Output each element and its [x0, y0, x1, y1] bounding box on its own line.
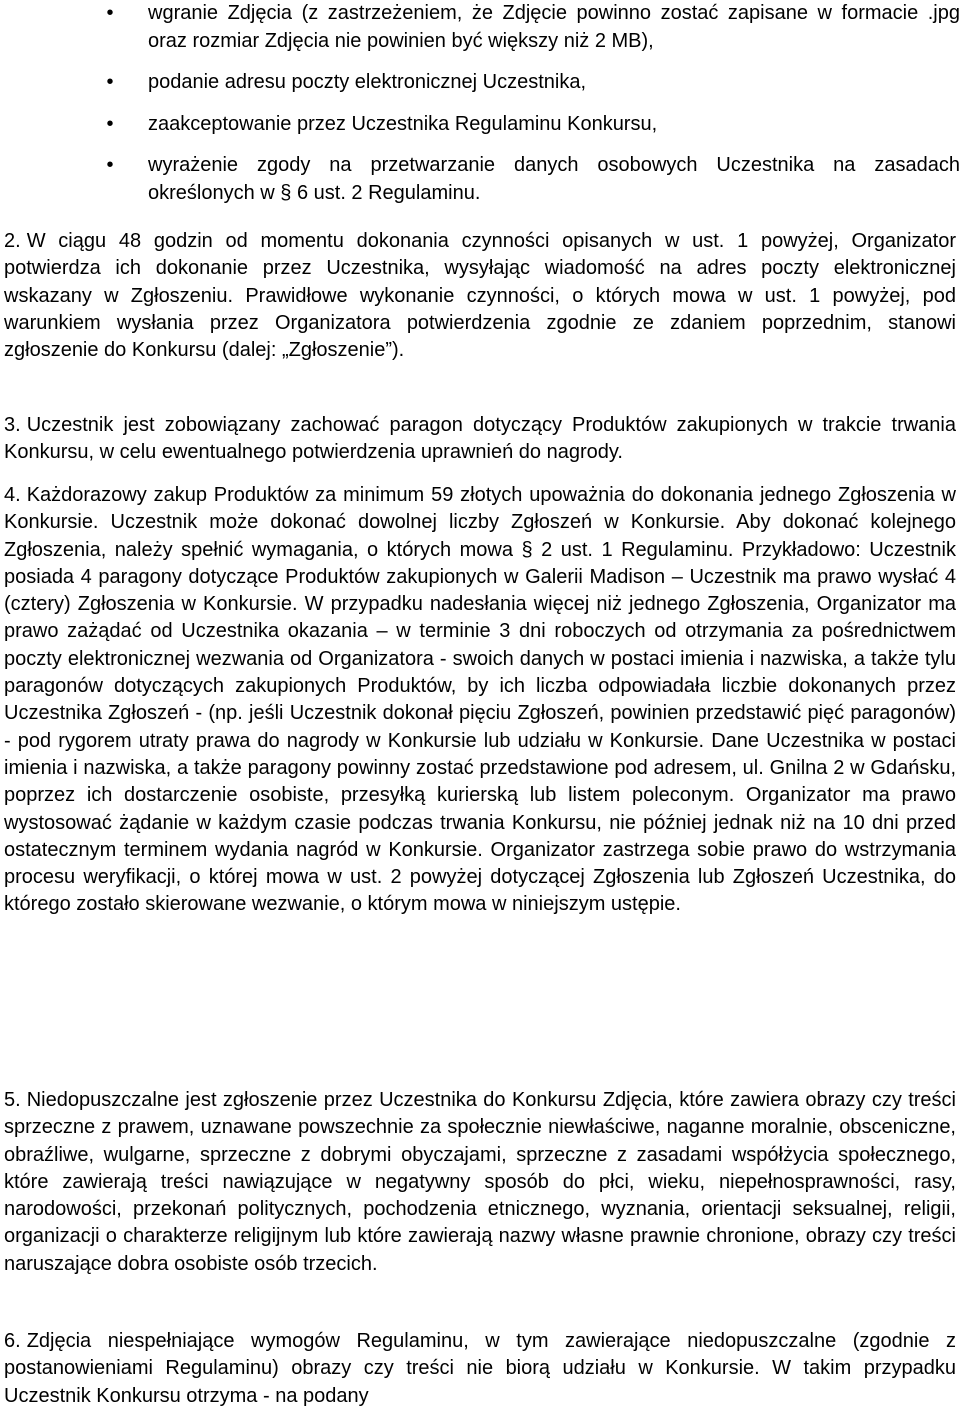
list-item [106, 0, 960, 55]
list-item-text: wyrażenie zgody na przetwarzanie danych osobowych Uczestnika na zasadach określonych w § 6 ust. 2 Regulaminu. [148, 154, 960, 204]
bullet-icon: • [106, 112, 114, 135]
list-item-text: wgranie Zdjęcia (z zastrzeżeniem, że Zdjęcie powinno zostać zapisane w formacie .jpg oraz rozmiar Zdjęcia nie powinien być większy niż 2 MB), [148, 2, 960, 52]
list-item-text: podanie adresu poczty elektronicznej Uczestnika, [148, 71, 587, 93]
paragraph-6 [4, 1328, 956, 1410]
paragraph-3 [4, 412, 956, 467]
paragraph-5 [4, 1087, 956, 1278]
paragraph-text: W ciągu 48 godzin od momentu dokonania czynności opisanych w ust. 1 powyżej, Organizator potwierdza ich dokonanie przez Uczestnika, wysyłając wiadomość na adres poczty elektronicznej wskazany w Zgłoszeniu. Prawidłowe wykonanie czynności, o których mowa w ust. 1 powyżej, pod warunkiem wysłania przez Organizatora potwierdzenia zgodnie ze zdaniem poprzednim, stanowi zgłoszenie do Konkursu (dalej: „Zgłoszenie”). [4, 230, 956, 362]
paragraph-number: 6. [4, 1330, 21, 1352]
paragraph-text: Niedopuszczalne jest zgłoszenie przez Uczestnika do Konkursu Zdjęcia, które zawiera obrazy czy treści sprzeczne z prawem, uznawane powszechnie za społecznie niewłaściwe, naganne moralnie, obsceniczne, obraźliwe, wulgarne, sprzeczne z dobrymi obyczajami, sprzeczne z zasadami współżycia społecznego, które zawierają treści nawiązujące w negatywny sposób do płci, wieku, niepełnosprawności, rasy, narodowości, przekonań politycznych, pochodzenia etnicznego, wyznania, orientacji seksualnej, religii, organizacji o charakterze religijnym lub które zawierają nazwy własne prawnie chronione, obrazy czy treści naruszające dobra osobiste osób trzecich. [4, 1089, 956, 1275]
list-item [106, 69, 960, 97]
paragraph-2 [4, 228, 956, 364]
bullet-icon: • [106, 71, 114, 93]
paragraph-text: Każdorazowy zakup Produktów za minimum 59 złotych upoważnia do dokonania jednego Zgłoszenia w Konkursie. Uczestnik może dokonać dowolnej liczby Zgłoszeń w Konkursie. Aby dokonać kolejnego Zgłoszenia, należy spełnić wymagania, o których mowa § 2 ust. 1 Regulaminu. Przykładowo: Uczestnik posiada 4 paragony dotyczące Produktów zakupionych w Galerii Madison – Uczestnik ma prawo wysłać 4 (cztery) Zgłoszenia w Konkursie. W przypadku nadesłania więcej niż jednego Zgłoszenia, Organizator ma prawo zażądać od Uczestnika okazania – w terminie 3 dni roboczych od otrzymania za pośrednictwem poczty elektronicznej wezwania od Organizatora - swoich danych w postaci imienia i nazwiska, a także tylu paragonów dotyczących zakupionych Produktów, by ich liczba odpowiadała liczbie dokonanych przez Uczestnika Zgłoszeń - (np. jeśli Uczestnik dokonał pięciu Zgłoszeń, powinien przedstawić pięć paragonów) - pod rygorem utraty prawa do nagrody w Konkursie lub udziału w Konkursie. Dane Uczestnika w postaci imienia i nazwiska, a także paragony powinny zostać przedstawione pod adresem, ul. Gnilna 2 w Gdańsku, poprzez ich dostarczenie osobiste, przesyłką kurierską lub listem poleconym. Organizator ma prawo wystosować żądanie w każdym czasie podczas trwania Konkursu, nie później jednak niż na 10 dni przed ostatecznym terminem wydania nagród w Konkursie. Organizator zastrzega sobie prawo do wstrzymania procesu weryfikacji, o której mowa w ust. 2 powyżej dotyczącej Zgłoszenia lub Zgłoszeń Uczestnika, do którego zostało skierowane wezwanie, o którym mowa w niniejszym ustępie. [4, 484, 956, 916]
list-item [106, 152, 960, 207]
list-item [106, 111, 960, 139]
paragraph-text: Zdjęcia niespełniające wymogów Regulaminu, w tym zawierające niedopuszczalne (zgodnie z postanowieniami Regulaminu) obrazy czy treści nie biorą udziału w Konkursie. W takim przypadku Uczestnik Konkursu otrzyma - na podany [4, 1330, 956, 1407]
paragraph-number: 4. [4, 484, 21, 506]
bullet-icon: • [106, 154, 114, 176]
paragraph-number: 3. [4, 414, 21, 436]
paragraph-4 [4, 482, 956, 919]
requirements-list [106, 0, 960, 221]
paragraph-text: Uczestnik jest zobowiązany zachować paragon dotyczący Produktów zakupionych w trakcie trwania Konkursu, w celu ewentualnego potwierdzenia uprawnień do nagrody. [4, 414, 956, 464]
list-item-text: zaakceptowanie przez Uczestnika Regulaminu Konkursu, [148, 112, 658, 135]
paragraph-number: 5. [4, 1089, 21, 1111]
paragraph-number: 2. [4, 230, 21, 252]
bullet-icon: • [106, 2, 114, 24]
